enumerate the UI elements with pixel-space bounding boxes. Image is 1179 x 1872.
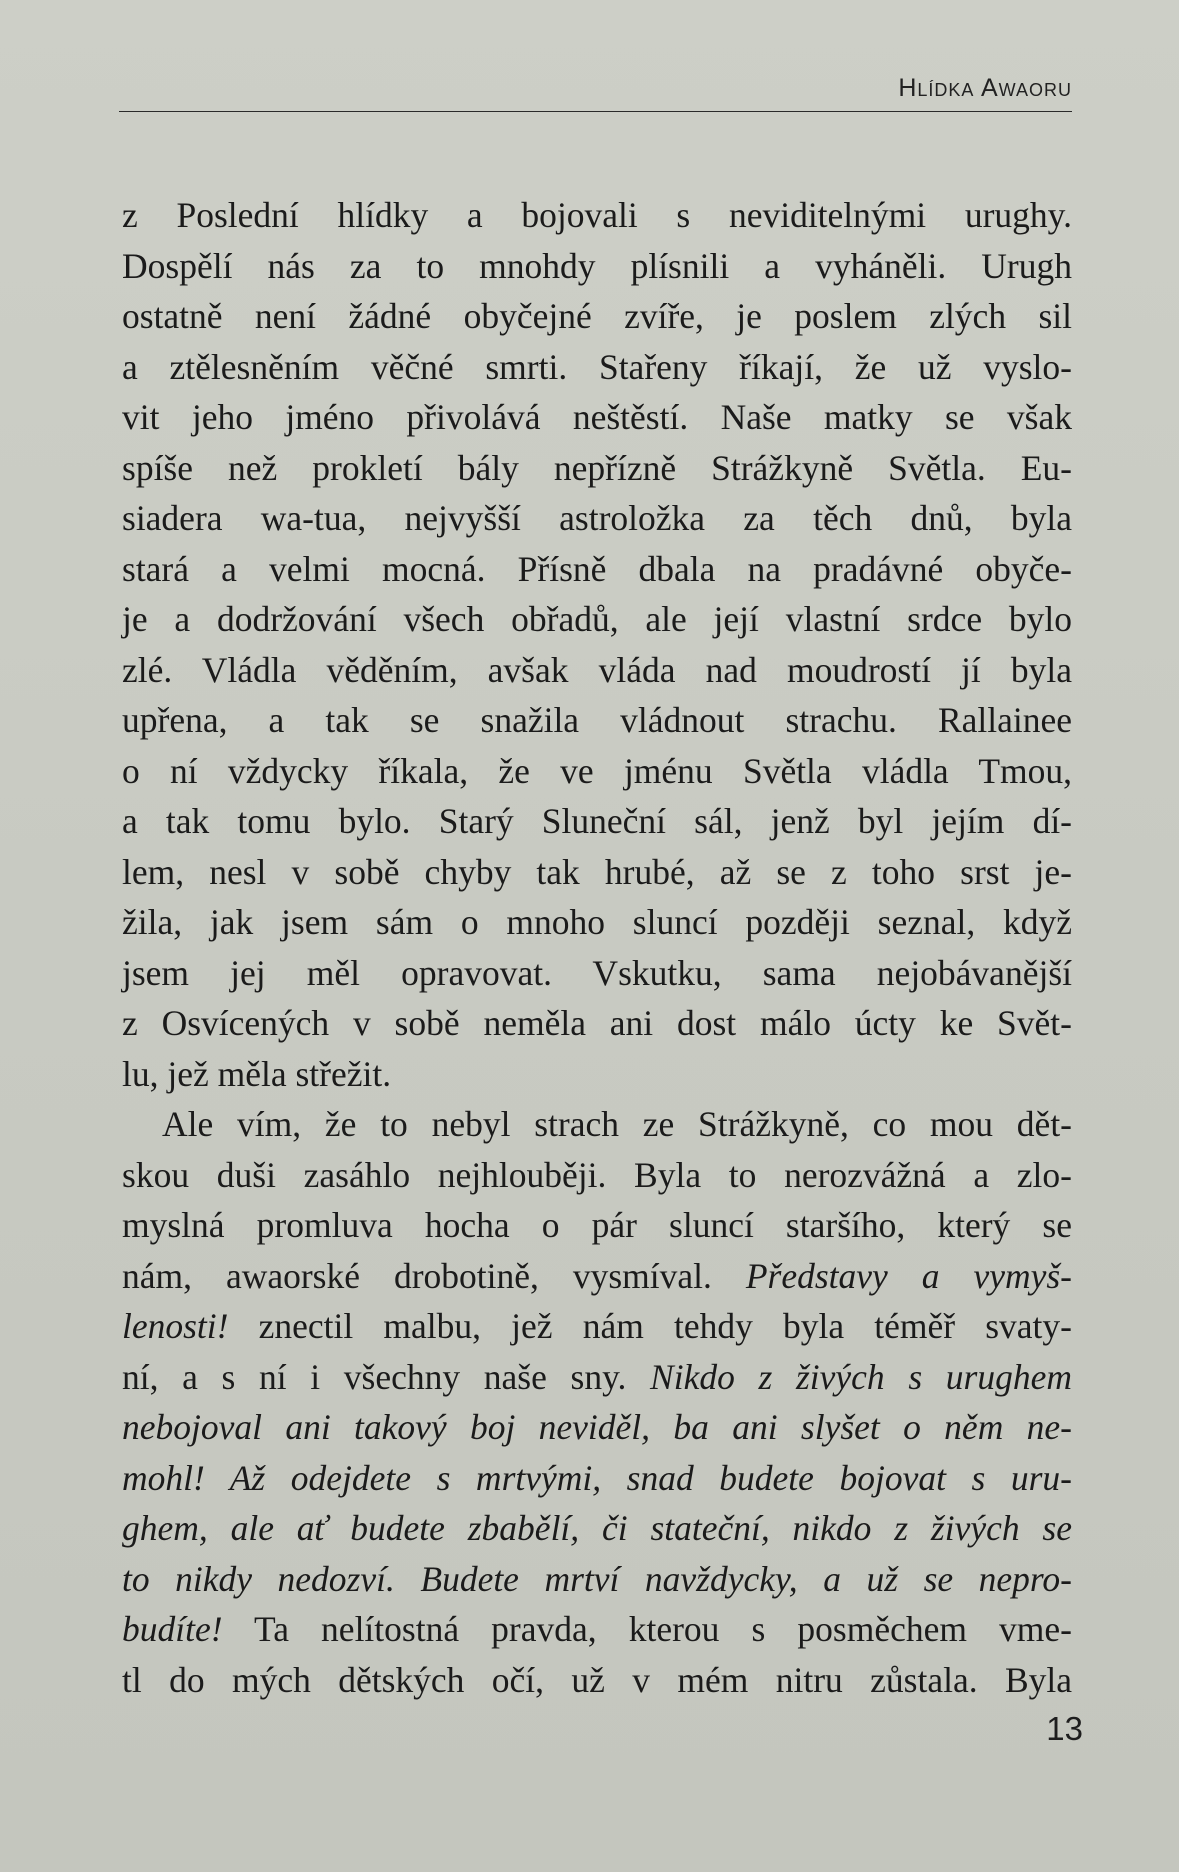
text-line: a tak tomu bylo. Starý Sluneční sál, jenž byl jejím dí- bbox=[122, 801, 1072, 841]
text-line: skou duši zasáhlo nejhlouběji. Byla to nerozvážná a zlo- bbox=[122, 1154, 1072, 1195]
header-rule bbox=[119, 111, 1072, 112]
text-line: myslná promluva hocha o pár sluncí staršího, který se bbox=[122, 1205, 1072, 1245]
text-line: z Poslední hlídky a bojovali s neviditelnými urughy. bbox=[122, 195, 1072, 235]
text-run: nám, awaorské drobotině, vysmíval. bbox=[122, 1255, 746, 1296]
text-line bbox=[122, 1301, 1072, 1352]
italic-run: nebojoval ani takový boj neviděl, ba ani slyšet o něm ne- bbox=[122, 1407, 1072, 1447]
text-line: Dospělí nás za to mnohdy plísnili a vyháněli. Urugh bbox=[122, 245, 1072, 286]
italic-run: Nikdo z živých s urughem bbox=[650, 1356, 1072, 1397]
text-line: je a dodržování všech obřadů, ale její vlastní srdce bylo bbox=[122, 599, 1072, 639]
text-line bbox=[122, 1503, 1072, 1554]
text-line: vit jeho jméno přivolává neštěstí. Naše matky se však bbox=[122, 397, 1072, 437]
page-number: 13 bbox=[1046, 1710, 1083, 1747]
italic-run: lenosti! bbox=[122, 1306, 229, 1346]
text-line: stará a velmi mocná. Přísně dbala na pradávné obyče- bbox=[122, 548, 1072, 589]
text-run: Ta nelítostná pravda, kterou s posměchem vme- bbox=[222, 1609, 1072, 1649]
text-line: o ní vždycky říkala, že ve jménu Světla vládla Tmou, bbox=[122, 750, 1072, 791]
text-line: lem, nesl v sobě chyby tak hrubé, až se z toho srst je- bbox=[122, 851, 1072, 892]
text-line: tl do mých dětských očí, už v mém nitru zůstala. Byla bbox=[122, 1659, 1072, 1700]
text-line: lu, jež měla střežit. bbox=[122, 1053, 392, 1094]
text-line: siadera wa-tua, nejvyšší astroložka za těch dnů, byla bbox=[122, 498, 1072, 538]
text-line bbox=[122, 1453, 1072, 1504]
text-line: jsem jej měl opravovat. Vskutku, sama nejobávanější bbox=[122, 952, 1072, 993]
italic-run: Představy a vymyš- bbox=[745, 1255, 1072, 1296]
italic-run: mohl! Až odejdete s mrtvými, snad budete bojovat s uru- bbox=[122, 1457, 1072, 1498]
text-line bbox=[122, 1554, 1072, 1605]
paragraph-1 bbox=[122, 190, 1072, 1099]
italic-run: ghem, ale ať budete zbabělí, či stateční, nikdo z živých se bbox=[122, 1508, 1072, 1548]
text-line bbox=[122, 1402, 1072, 1453]
text-run: ní, a s ní i všechny naše sny. bbox=[122, 1356, 651, 1397]
text-line bbox=[122, 1251, 1072, 1302]
paragraph-2 bbox=[122, 1099, 1072, 1705]
text-run: znectil malbu, jež nám tehdy byla téměř svaty- bbox=[228, 1306, 1072, 1346]
body-text bbox=[122, 190, 1072, 1705]
text-line bbox=[122, 1604, 1072, 1655]
text-line: žila, jak jsem sám o mnoho sluncí později seznal, když bbox=[122, 902, 1072, 942]
text-line: upřena, a tak se snažila vládnout strachu. Rallainee bbox=[122, 700, 1072, 740]
text-line: spíše než prokletí bály nepřízně Strážkyně Světla. Eu- bbox=[122, 447, 1072, 488]
text-line: zlé. Vládla věděním, avšak vláda nad moudrostí jí byla bbox=[122, 649, 1072, 690]
text-line: ostatně není žádné obyčejné zvíře, je poslem zlých sil bbox=[122, 296, 1072, 336]
text-line bbox=[122, 1352, 1072, 1403]
running-header: Hlídka Awaoru bbox=[898, 74, 1072, 102]
italic-run: budíte! bbox=[122, 1609, 223, 1649]
text-line: z Osvícených v sobě neměla ani dost málo úcty ke Svět- bbox=[122, 1003, 1072, 1043]
italic-run: to nikdy nedozví. Budete mrtví navždycky, a už se nepro- bbox=[122, 1558, 1072, 1599]
text-line: Ale vím, že to nebyl strach ze Strážkyně, co mou dět- bbox=[162, 1104, 1072, 1144]
text-line: a ztělesněním věčné smrti. Stařeny říkají, že už vyslo- bbox=[122, 346, 1072, 387]
